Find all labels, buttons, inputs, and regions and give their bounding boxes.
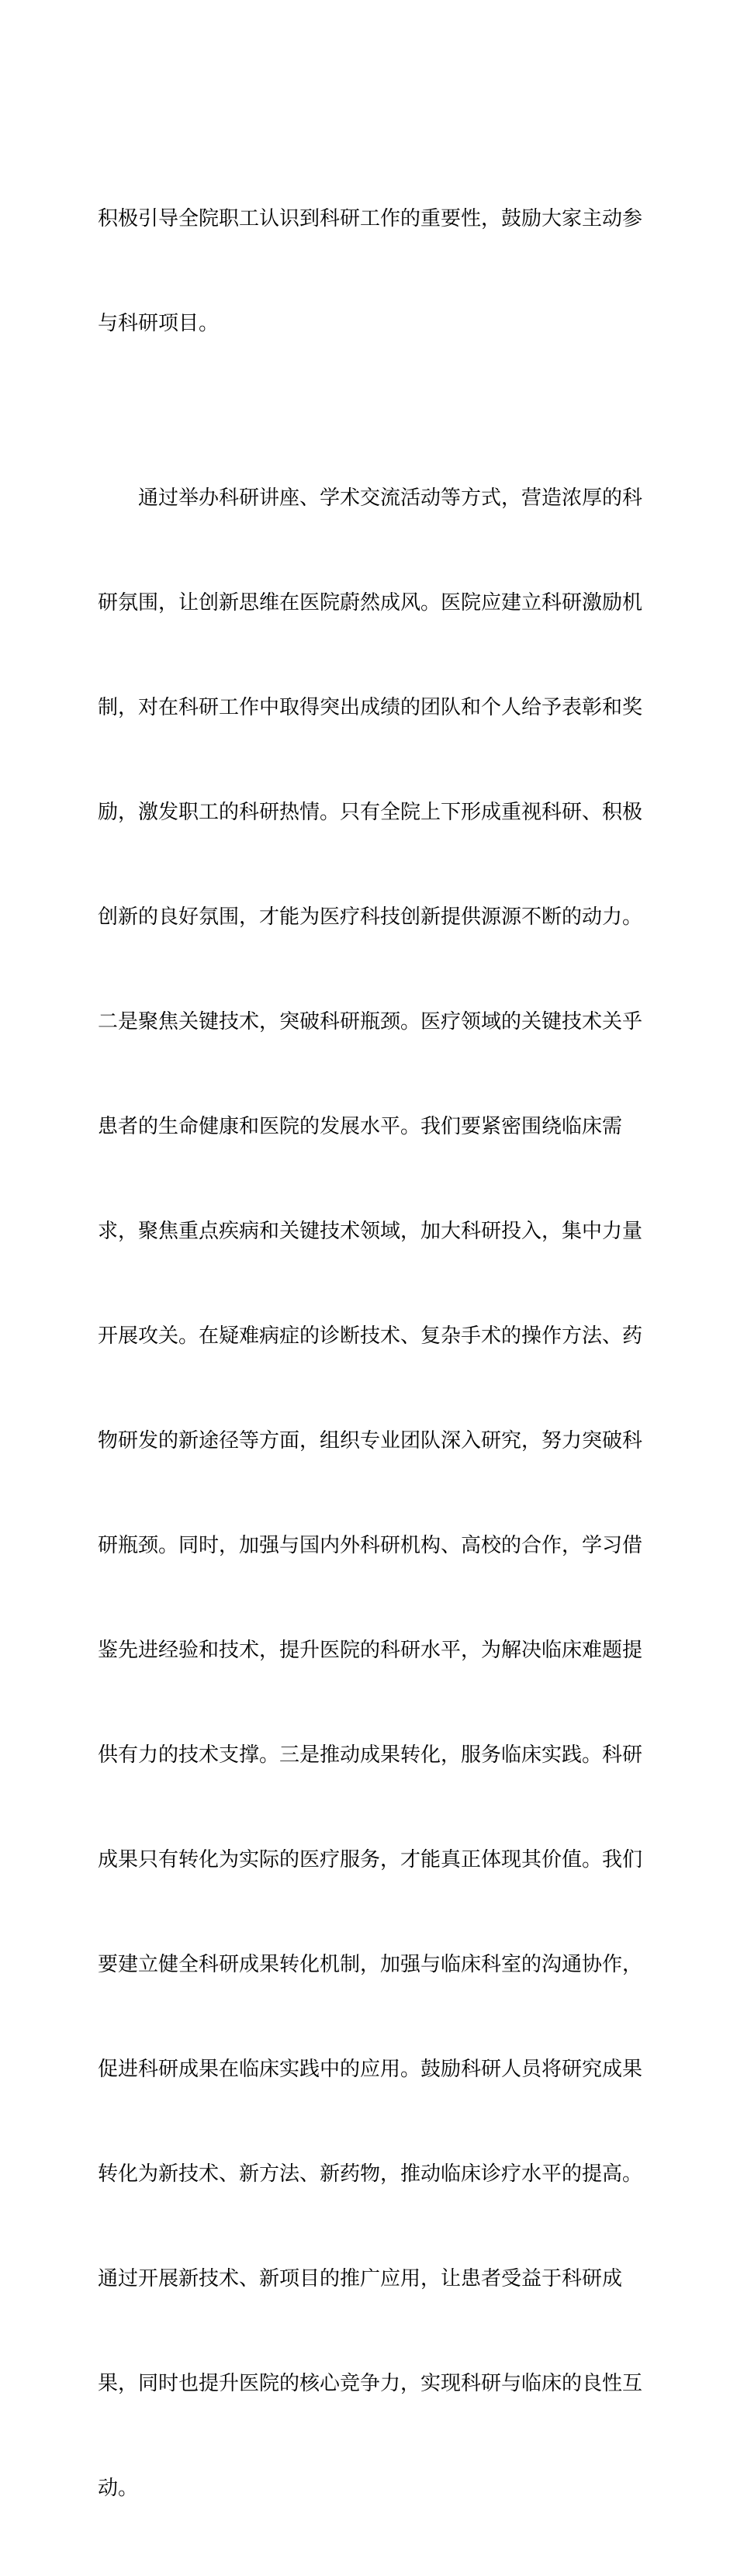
- text-line: 励，激发职工的科研热情。只有全院上下形成重视科研、积极: [98, 801, 643, 824]
- text-line: 制，对在科研工作中取得突出成绩的团队和个人给予表彰和奖: [98, 696, 643, 719]
- body-text: [98, 132, 641, 2576]
- text-line: 创新的良好氛围，才能为医疗科技创新提供源源不断的动力。: [98, 905, 643, 929]
- text-line: 开展攻关。在疑难病症的诊断技术、复杂手术的操作方法、药: [98, 1324, 643, 1348]
- text-line: 物研发的新途径等方面，组织专业团队深入研究，努力突破科: [98, 1429, 643, 1452]
- text-line: 果，同时也提升医院的核心竞争力，实现科研与临床的良性互: [98, 2372, 643, 2395]
- text-line: 通过举办科研讲座、学术交流活动等方式，营造浓厚的科: [98, 486, 643, 510]
- paragraph-2: [98, 411, 641, 2576]
- text-line: 研瓶颈。同时，加强与国内外科研机构、高校的合作，学习借: [98, 1534, 643, 1557]
- text-line: 动。: [98, 2477, 139, 2500]
- text-line: 积极引导全院职工认识到科研工作的重要性，鼓励大家主动参: [98, 207, 643, 230]
- paragraph-1: [98, 132, 641, 411]
- text-line: 患者的生命健康和医院的发展水平。我们要紧密围绕临床需: [98, 1115, 623, 1138]
- text-line: 成果只有转化为实际的医疗服务，才能真正体现其价值。我们: [98, 1848, 643, 1871]
- text-line: 求，聚焦重点疾病和关键技术领域，加大科研投入，集中力量: [98, 1220, 643, 1243]
- text-line: 促进科研成果在临床实践中的应用。鼓励科研人员将研究成果: [98, 2058, 643, 2081]
- text-line: 通过开展新技术、新项目的推广应用，让患者受益于科研成: [98, 2267, 623, 2290]
- text-line: 鉴先进经验和技术，提升医院的科研水平，为解决临床难题提: [98, 1639, 643, 1662]
- text-line: 转化为新技术、新方法、新药物，推动临床诊疗水平的提高。: [98, 2162, 643, 2186]
- text-line: 要建立健全科研成果转化机制，加强与临床科室的沟通协作，: [98, 1953, 643, 1976]
- text-line: 与科研项目。: [98, 312, 220, 335]
- text-line: 供有力的技术支撑。三是推动成果转化，服务临床实践。科研: [98, 1743, 643, 1767]
- text-line: 研氛围，让创新思维在医院蔚然成风。医院应建立科研激励机: [98, 591, 643, 615]
- text-line: 二是聚焦关键技术，突破科研瓶颈。医疗领域的关键技术关乎: [98, 1010, 643, 1034]
